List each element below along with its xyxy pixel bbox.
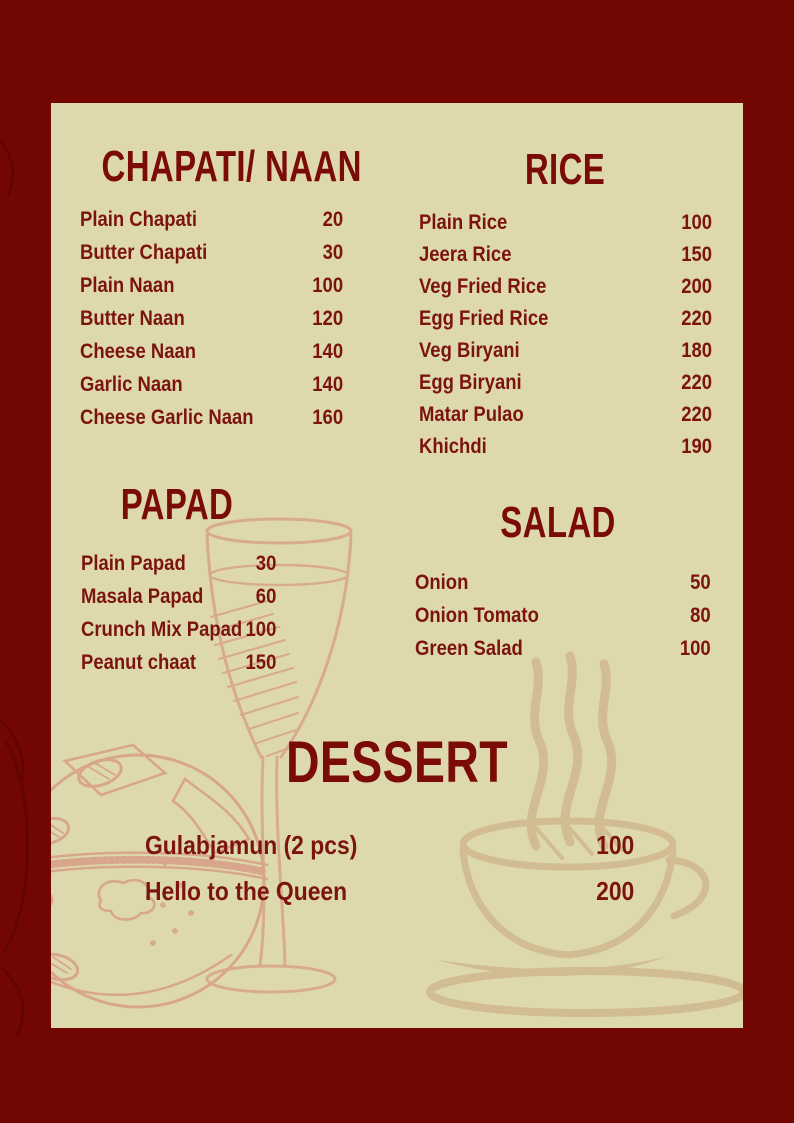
menu-item (419, 239, 712, 271)
section-title-dessert: DESSERT (286, 730, 508, 795)
item-name: Khichdi (419, 435, 487, 458)
menu-item (80, 335, 343, 368)
menu-item (415, 566, 711, 599)
item-name: Jeera Rice (419, 243, 512, 266)
item-price: 220 (681, 371, 713, 394)
item-name: Egg Fried Rice (419, 307, 549, 330)
menu-item (419, 303, 712, 335)
item-name: Onion (415, 570, 469, 594)
item-price: 60 (255, 584, 277, 608)
menu-item (419, 431, 712, 463)
section-salad-items (415, 566, 743, 665)
menu-item (81, 580, 276, 613)
menu-item (80, 368, 343, 401)
item-price: 200 (596, 875, 635, 906)
item-name: Cheese Garlic Naan (80, 405, 254, 429)
menu-item (80, 269, 343, 302)
item-name: Green Salad (415, 636, 523, 660)
item-name: Crunch Mix Papad (81, 617, 243, 641)
item-price: 150 (681, 243, 713, 266)
section-rice-items (419, 207, 743, 463)
menu-item (81, 646, 276, 679)
item-name: Onion Tomato (415, 603, 539, 627)
menu-item (81, 547, 276, 580)
item-price: 100 (245, 617, 277, 641)
menu-item (419, 271, 712, 303)
section-chapati-items (80, 203, 379, 434)
item-price: 100 (679, 636, 711, 660)
item-name: Egg Biryani (419, 371, 522, 394)
item-price: 160 (312, 405, 344, 429)
item-price: 100 (312, 273, 344, 297)
item-name: Plain Papad (81, 551, 186, 575)
menu-item (419, 367, 712, 399)
menu-item (145, 822, 634, 868)
item-price: 50 (690, 570, 711, 594)
menu-item (419, 207, 712, 239)
item-name: Cheese Naan (80, 339, 197, 363)
item-price: 120 (312, 306, 344, 330)
item-name: Gulabjamun (2 pcs) (145, 829, 358, 860)
item-price: 140 (312, 339, 344, 363)
menu-item (419, 335, 712, 367)
item-price: 190 (681, 435, 713, 458)
item-name: Masala Papad (81, 584, 204, 608)
item-name: Veg Fried Rice (419, 275, 547, 298)
menu-item (80, 302, 343, 335)
section-papad-items (81, 547, 303, 679)
section-title-papad: PAPAD (120, 480, 234, 529)
menu-item (415, 632, 711, 665)
item-price: 100 (596, 829, 635, 860)
item-name: Butter Chapati (80, 240, 208, 264)
section-title-rice: RICE (524, 145, 606, 194)
menu-item (80, 401, 343, 434)
item-price: 150 (245, 650, 277, 674)
item-name: Hello to the Queen (145, 875, 348, 906)
item-price: 80 (690, 603, 711, 627)
item-name: Plain Chapati (80, 207, 198, 231)
item-price: 20 (322, 207, 344, 231)
menu-item (81, 613, 276, 646)
item-price: 200 (681, 275, 713, 298)
section-title-chapati-naan: CHAPATI/ NAAN (101, 142, 362, 191)
item-price: 30 (255, 551, 277, 575)
item-name: Veg Biryani (419, 339, 520, 362)
menu-item (415, 599, 711, 632)
item-name: Plain Rice (419, 211, 508, 234)
item-name: Butter Naan (80, 306, 185, 330)
item-price: 140 (312, 372, 344, 396)
item-name: Plain Naan (80, 273, 175, 297)
item-name: Peanut chaat (81, 650, 197, 674)
item-name: Matar Pulao (419, 403, 524, 426)
section-dessert-items (145, 822, 701, 914)
menu-item (80, 236, 343, 269)
item-price: 220 (681, 307, 713, 330)
menu-item (145, 868, 634, 914)
item-price: 30 (322, 240, 344, 264)
section-title-salad: SALAD (500, 498, 616, 547)
menu-panel (51, 103, 743, 1028)
menu-item (419, 399, 712, 431)
item-price: 220 (681, 403, 713, 426)
menu-item (80, 203, 343, 236)
item-name: Garlic Naan (80, 372, 183, 396)
item-price: 180 (681, 339, 713, 362)
item-price: 100 (681, 211, 713, 234)
